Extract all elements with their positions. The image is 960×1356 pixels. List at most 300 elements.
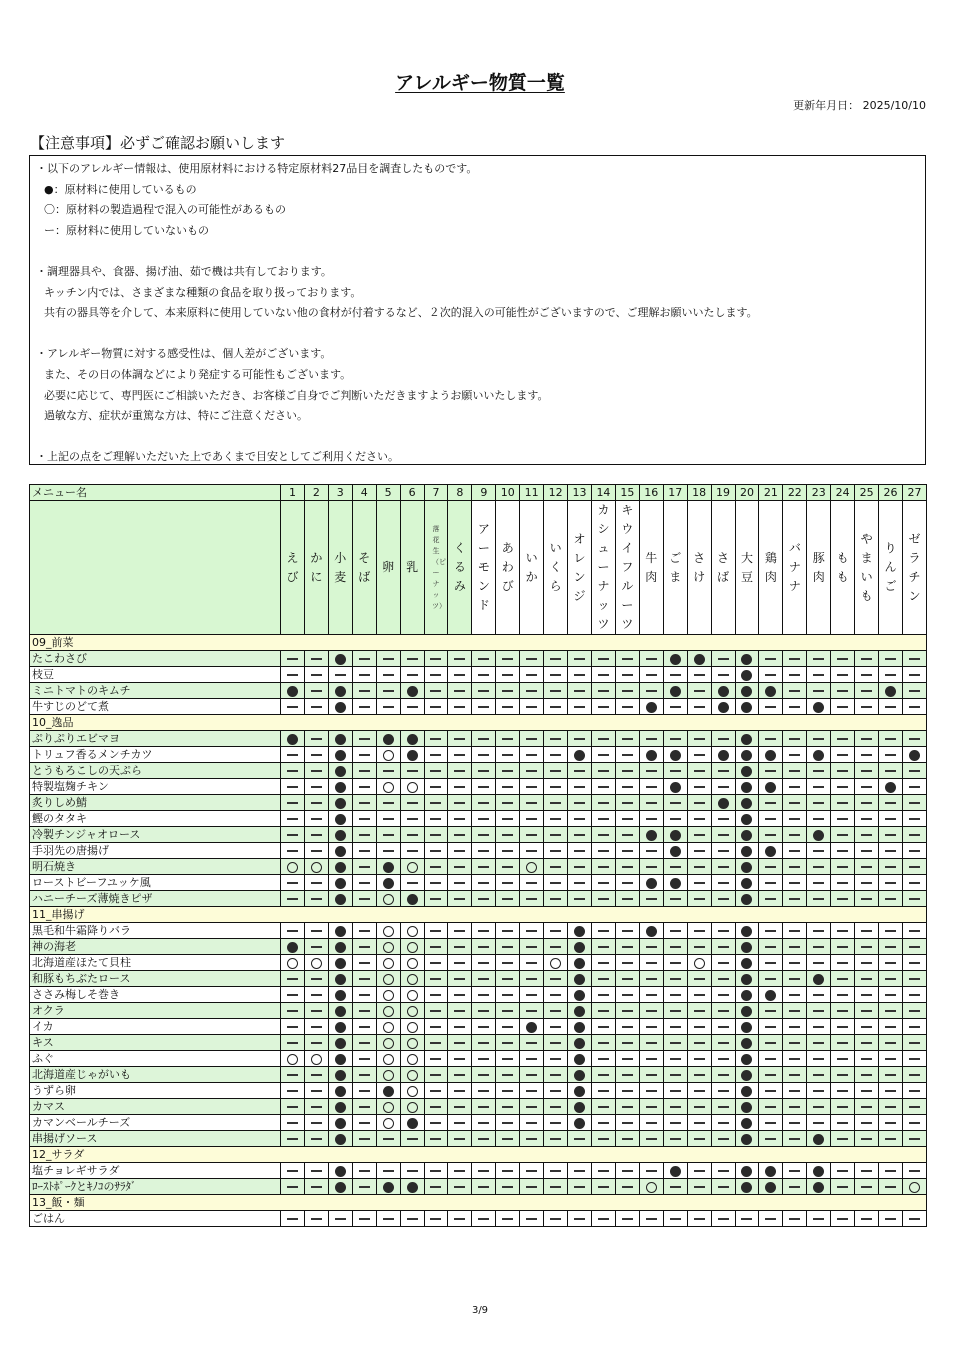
allergen-number: 27 [902, 485, 926, 501]
allergen-mark-cell [639, 1003, 663, 1019]
dash-icon [622, 754, 633, 756]
allergen-mark-cell [520, 923, 544, 939]
dash-icon [454, 834, 465, 836]
allergen-mark-cell [448, 699, 472, 715]
dash-icon [550, 786, 561, 788]
dash-icon [646, 1026, 657, 1028]
filled-circle-icon [670, 846, 681, 857]
allergen-mark-cell [544, 1067, 568, 1083]
allergen-mark-cell [304, 651, 328, 667]
dash-icon [646, 946, 657, 948]
allergen-mark-cell [639, 1131, 663, 1147]
dash-icon [478, 994, 489, 996]
allergen-name: ごま [669, 550, 682, 584]
dash-icon [311, 1138, 322, 1140]
allergen-mark-cell [855, 795, 879, 811]
dash-icon [861, 978, 872, 980]
dash-icon [311, 770, 322, 772]
dash-icon [813, 802, 824, 804]
allergen-mark-cell [663, 1163, 687, 1179]
allergen-mark-cell [663, 843, 687, 859]
dash-icon [502, 674, 513, 676]
dash-icon [622, 962, 633, 964]
dash-icon [909, 882, 920, 884]
allergen-mark-cell [520, 1083, 544, 1099]
allergen-mark-cell [711, 779, 735, 795]
filled-circle-icon [765, 750, 776, 761]
allergen-mark-cell [879, 1003, 903, 1019]
allergen-mark-cell [855, 891, 879, 907]
dash-icon [909, 818, 920, 820]
allergen-mark-cell [448, 843, 472, 859]
allergen-mark-cell [879, 731, 903, 747]
dash-icon [502, 738, 513, 740]
dash-icon [909, 1042, 920, 1044]
notice-line: ・以下のアレルギー情報は、使用原材料における特定原材料27品目を調査したものです。 [36, 162, 478, 175]
filled-circle-icon [335, 846, 346, 857]
dash-icon [622, 1090, 633, 1092]
dash-icon [526, 1218, 537, 1220]
allergen-mark-cell [831, 971, 855, 987]
allergen-mark-cell [759, 1179, 783, 1195]
allergen-mark-cell [568, 1003, 592, 1019]
dash-icon [909, 930, 920, 932]
allergen-mark-cell [831, 987, 855, 1003]
allergen-mark-cell [376, 891, 400, 907]
allergen-mark-cell [328, 843, 352, 859]
dash-icon [646, 674, 657, 676]
dash-icon [813, 1218, 824, 1220]
allergen-mark-cell [879, 667, 903, 683]
menu-row [30, 827, 927, 843]
allergen-mark-cell [783, 1067, 807, 1083]
dash-icon [359, 1106, 370, 1108]
dash-icon [885, 738, 896, 740]
dash-icon [383, 1138, 394, 1140]
allergen-name: いか [525, 550, 538, 584]
notice-line: ・調理器具や、食器、揚げ油、茹で機は共有しております。 [36, 264, 332, 278]
allergen-mark-cell [735, 699, 759, 715]
allergen-mark-cell [520, 1211, 544, 1227]
dash-icon [789, 690, 800, 692]
allergen-mark-cell [831, 1035, 855, 1051]
dash-icon [694, 754, 705, 756]
allergen-mark-cell [352, 939, 376, 955]
menu-name: オクラ [30, 1003, 281, 1019]
dash-icon [311, 1186, 322, 1188]
allergen-mark-cell [759, 747, 783, 763]
allergen-mark-cell [281, 1115, 305, 1131]
filled-circle-icon [813, 974, 824, 985]
dash-icon [311, 850, 322, 852]
allergen-mark-cell [424, 811, 448, 827]
dash-icon [287, 834, 298, 836]
allergen-mark-cell [568, 987, 592, 1003]
dash-icon [430, 658, 441, 660]
allergen-mark-cell [687, 1211, 711, 1227]
dash-icon [598, 962, 609, 964]
allergen-mark-cell [687, 955, 711, 971]
dash-icon [837, 674, 848, 676]
allergen-mark-cell [855, 1067, 879, 1083]
allergen-name: アーモンド [477, 522, 490, 612]
filled-circle-icon [335, 1070, 346, 1081]
dash-icon [837, 1010, 848, 1012]
allergen-mark-cell [400, 1179, 424, 1195]
allergen-mark-cell [879, 1083, 903, 1099]
allergen-mark-cell [831, 827, 855, 843]
dash-icon [454, 1218, 465, 1220]
dash-icon [383, 690, 394, 692]
dash-icon [430, 1218, 441, 1220]
dash-icon [454, 882, 465, 884]
dash-icon [502, 1138, 513, 1140]
allergen-mark-cell [639, 1099, 663, 1115]
dash-icon [478, 962, 489, 964]
dash-icon [526, 1122, 537, 1124]
menu-name: カマンベールチーズ [30, 1115, 281, 1131]
allergen-mark-cell [544, 827, 568, 843]
allergen-mark-cell [615, 1067, 639, 1083]
open-circle-icon [383, 1006, 394, 1017]
allergen-mark-cell [591, 811, 615, 827]
allergen-mark-cell [902, 859, 926, 875]
category-label: 12_サラダ [30, 1147, 927, 1163]
allergen-mark-cell [328, 779, 352, 795]
allergen-mark-cell [639, 1051, 663, 1067]
allergen-mark-cell [328, 1131, 352, 1147]
allergen-mark-cell [400, 683, 424, 699]
filled-circle-icon [335, 782, 346, 793]
allergen-mark-cell [879, 827, 903, 843]
dash-icon [550, 1026, 561, 1028]
allergen-mark-cell [639, 939, 663, 955]
allergen-number: 24 [831, 485, 855, 501]
allergen-mark-cell [520, 1035, 544, 1051]
dash-icon [909, 1026, 920, 1028]
dash-icon [861, 1170, 872, 1172]
dash-icon [598, 1106, 609, 1108]
dash-icon [718, 1106, 729, 1108]
dash-icon [430, 786, 441, 788]
dash-icon [287, 658, 298, 660]
allergen-mark-cell [424, 747, 448, 763]
allergen-mark-cell [376, 987, 400, 1003]
filled-circle-icon [383, 1182, 394, 1193]
allergen-mark-cell [544, 923, 568, 939]
allergen-mark-cell [615, 939, 639, 955]
allergen-mark-cell [615, 763, 639, 779]
allergen-mark-cell [424, 843, 448, 859]
filled-circle-icon [741, 862, 752, 873]
allergen-mark-cell [304, 763, 328, 779]
dash-icon [598, 882, 609, 884]
allergen-mark-cell [352, 971, 376, 987]
dash-icon [359, 802, 370, 804]
dash-icon [718, 738, 729, 740]
allergen-mark-cell [783, 859, 807, 875]
dash-icon [909, 770, 920, 772]
allergen-mark-cell [855, 859, 879, 875]
allergen-mark-cell [328, 1035, 352, 1051]
allergen-mark-cell [496, 1067, 520, 1083]
allergen-mark-cell [304, 875, 328, 891]
allergen-mark-cell [735, 1051, 759, 1067]
allergen-mark-cell [376, 875, 400, 891]
dash-icon [694, 946, 705, 948]
allergen-mark-cell [687, 795, 711, 811]
allergen-mark-cell [735, 1211, 759, 1227]
dash-icon [598, 1218, 609, 1220]
allergen-mark-cell [711, 811, 735, 827]
open-circle-icon [407, 1038, 418, 1049]
allergen-mark-cell [568, 747, 592, 763]
dash-icon [359, 1090, 370, 1092]
allergen-mark-cell [568, 971, 592, 987]
menu-row [30, 987, 927, 1003]
dash-icon [430, 930, 441, 932]
allergen-mark-cell [424, 1131, 448, 1147]
dash-icon [454, 690, 465, 692]
dash-icon [502, 802, 513, 804]
allergen-mark-cell [855, 1115, 879, 1131]
allergen-mark-cell [496, 731, 520, 747]
dash-icon [454, 658, 465, 660]
allergen-mark-cell [735, 1179, 759, 1195]
dash-icon [478, 978, 489, 980]
allergen-mark-cell [615, 891, 639, 907]
allergen-mark-cell [735, 939, 759, 955]
allergen-mark-cell [639, 1019, 663, 1035]
allergen-table [29, 484, 927, 1227]
dash-icon [861, 1218, 872, 1220]
dash-icon [574, 738, 585, 740]
allergen-mark-cell [783, 795, 807, 811]
open-circle-icon [407, 942, 418, 953]
allergen-mark-cell [448, 651, 472, 667]
dash-icon [789, 1170, 800, 1172]
allergen-mark-cell [831, 1083, 855, 1099]
allergen-mark-cell [735, 955, 759, 971]
allergen-name-row [30, 501, 927, 635]
dash-icon [813, 898, 824, 900]
dash-icon [837, 978, 848, 980]
dash-icon [526, 690, 537, 692]
allergen-mark-cell [376, 699, 400, 715]
allergen-mark-cell [520, 1115, 544, 1131]
allergen-mark-cell [496, 987, 520, 1003]
dash-icon [765, 962, 776, 964]
dash-icon [526, 930, 537, 932]
allergen-mark-cell [544, 1051, 568, 1067]
allergen-mark-cell [448, 939, 472, 955]
allergen-mark-cell [591, 859, 615, 875]
dash-icon [550, 1106, 561, 1108]
dash-icon [550, 706, 561, 708]
dash-icon [598, 1058, 609, 1060]
dash-icon [359, 866, 370, 868]
dash-icon [789, 898, 800, 900]
dash-icon [383, 674, 394, 676]
allergen-name-cell [376, 501, 400, 635]
filled-circle-icon [909, 750, 920, 761]
dash-icon [909, 786, 920, 788]
allergen-mark-cell [783, 1179, 807, 1195]
allergen-mark-cell [568, 1163, 592, 1179]
allergen-mark-cell [544, 683, 568, 699]
dash-icon [502, 1106, 513, 1108]
filled-circle-icon [765, 686, 776, 697]
allergen-mark-cell [615, 987, 639, 1003]
dash-icon [813, 994, 824, 996]
dash-icon [646, 994, 657, 996]
dash-icon [526, 946, 537, 948]
dash-icon [909, 1010, 920, 1012]
dash-icon [454, 674, 465, 676]
dash-icon [359, 706, 370, 708]
dash-icon [622, 1074, 633, 1076]
allergen-mark-cell [902, 1163, 926, 1179]
dash-icon [526, 898, 537, 900]
allergen-mark-cell [568, 875, 592, 891]
allergen-mark-cell [735, 1115, 759, 1131]
dash-icon [526, 770, 537, 772]
updated-value: 2025/10/10 [862, 99, 926, 112]
allergen-name-cell [328, 501, 352, 635]
allergen-mark-cell [783, 955, 807, 971]
dash-icon [287, 1026, 298, 1028]
allergen-mark-cell [568, 1035, 592, 1051]
dash-icon [718, 1058, 729, 1060]
dash-icon [909, 1074, 920, 1076]
allergen-mark-cell [448, 827, 472, 843]
dash-icon [885, 674, 896, 676]
dash-icon [550, 994, 561, 996]
category-label: 09_前菜 [30, 635, 927, 651]
dash-icon [598, 690, 609, 692]
dash-icon [574, 850, 585, 852]
allergen-mark-cell [352, 731, 376, 747]
dash-icon [694, 850, 705, 852]
allergen-name: 乳 [406, 560, 419, 574]
allergen-mark-cell [783, 827, 807, 843]
dash-icon [789, 1090, 800, 1092]
allergen-mark-cell [496, 1083, 520, 1099]
allergen-name: かに [310, 550, 323, 584]
dash-icon [430, 978, 441, 980]
allergen-name: オレンジ [573, 531, 586, 603]
dash-icon [789, 754, 800, 756]
allergen-mark-cell [902, 1067, 926, 1083]
allergen-mark-cell [783, 1003, 807, 1019]
dash-icon [789, 802, 800, 804]
dash-icon [789, 1026, 800, 1028]
filled-circle-icon [741, 1102, 752, 1113]
dash-icon [909, 994, 920, 996]
dash-icon [574, 706, 585, 708]
open-circle-icon [407, 862, 418, 873]
allergen-name-cell [281, 501, 305, 635]
allergen-name: バナナ [788, 541, 801, 593]
allergen-mark-cell [281, 955, 305, 971]
dash-icon [909, 898, 920, 900]
dash-icon [789, 946, 800, 948]
allergen-mark-cell [544, 955, 568, 971]
allergen-mark-cell [400, 779, 424, 795]
allergen-mark-cell [472, 1019, 496, 1035]
dash-icon [909, 738, 920, 740]
allergen-mark-cell [304, 699, 328, 715]
allergen-mark-cell [520, 699, 544, 715]
allergen-mark-cell [472, 763, 496, 779]
dash-icon [765, 882, 776, 884]
allergen-mark-cell [735, 875, 759, 891]
allergen-mark-cell [711, 955, 735, 971]
dash-icon [813, 786, 824, 788]
allergen-number-row [30, 485, 927, 501]
menu-row [30, 651, 927, 667]
allergen-mark-cell [663, 1099, 687, 1115]
allergen-mark-cell [879, 1179, 903, 1195]
allergen-mark-cell [639, 1067, 663, 1083]
allergen-name: 鶏肉 [764, 550, 777, 584]
allergen-mark-cell [807, 667, 831, 683]
dash-icon [861, 1074, 872, 1076]
dash-icon [837, 738, 848, 740]
dash-icon [765, 866, 776, 868]
menu-row [30, 859, 927, 875]
allergen-mark-cell [687, 827, 711, 843]
allergen-mark-cell [807, 891, 831, 907]
allergen-mark-cell [855, 987, 879, 1003]
allergen-mark-cell [687, 1067, 711, 1083]
dash-icon [359, 962, 370, 964]
dash-icon [550, 1138, 561, 1140]
menu-row [30, 843, 927, 859]
allergen-mark-cell [663, 827, 687, 843]
allergen-name-cell [831, 501, 855, 635]
dash-icon [478, 1010, 489, 1012]
dash-icon [789, 1186, 800, 1188]
dash-icon [837, 1218, 848, 1220]
allergen-mark-cell [687, 1179, 711, 1195]
dash-icon [478, 802, 489, 804]
allergen-mark-cell [400, 731, 424, 747]
dash-icon [861, 834, 872, 836]
allergen-mark-cell [424, 971, 448, 987]
allergen-mark-cell [352, 1211, 376, 1227]
allergen-name-cell [544, 501, 568, 635]
allergen-mark-cell [639, 1179, 663, 1195]
dash-icon [526, 882, 537, 884]
dash-icon [598, 978, 609, 980]
allergen-number: 18 [687, 485, 711, 501]
allergen-mark-cell [591, 1083, 615, 1099]
allergen-name: 小麦 [334, 550, 347, 584]
dash-icon [789, 834, 800, 836]
allergen-mark-cell [902, 971, 926, 987]
dash-icon [502, 850, 513, 852]
allergen-mark-cell [831, 1051, 855, 1067]
allergen-mark-cell [281, 1019, 305, 1035]
allergen-mark-cell [544, 987, 568, 1003]
allergen-mark-cell [520, 1019, 544, 1035]
allergen-mark-cell [424, 875, 448, 891]
allergen-mark-cell [328, 699, 352, 715]
allergen-mark-cell [687, 939, 711, 955]
allergen-mark-cell [472, 939, 496, 955]
allergen-mark-cell [879, 875, 903, 891]
